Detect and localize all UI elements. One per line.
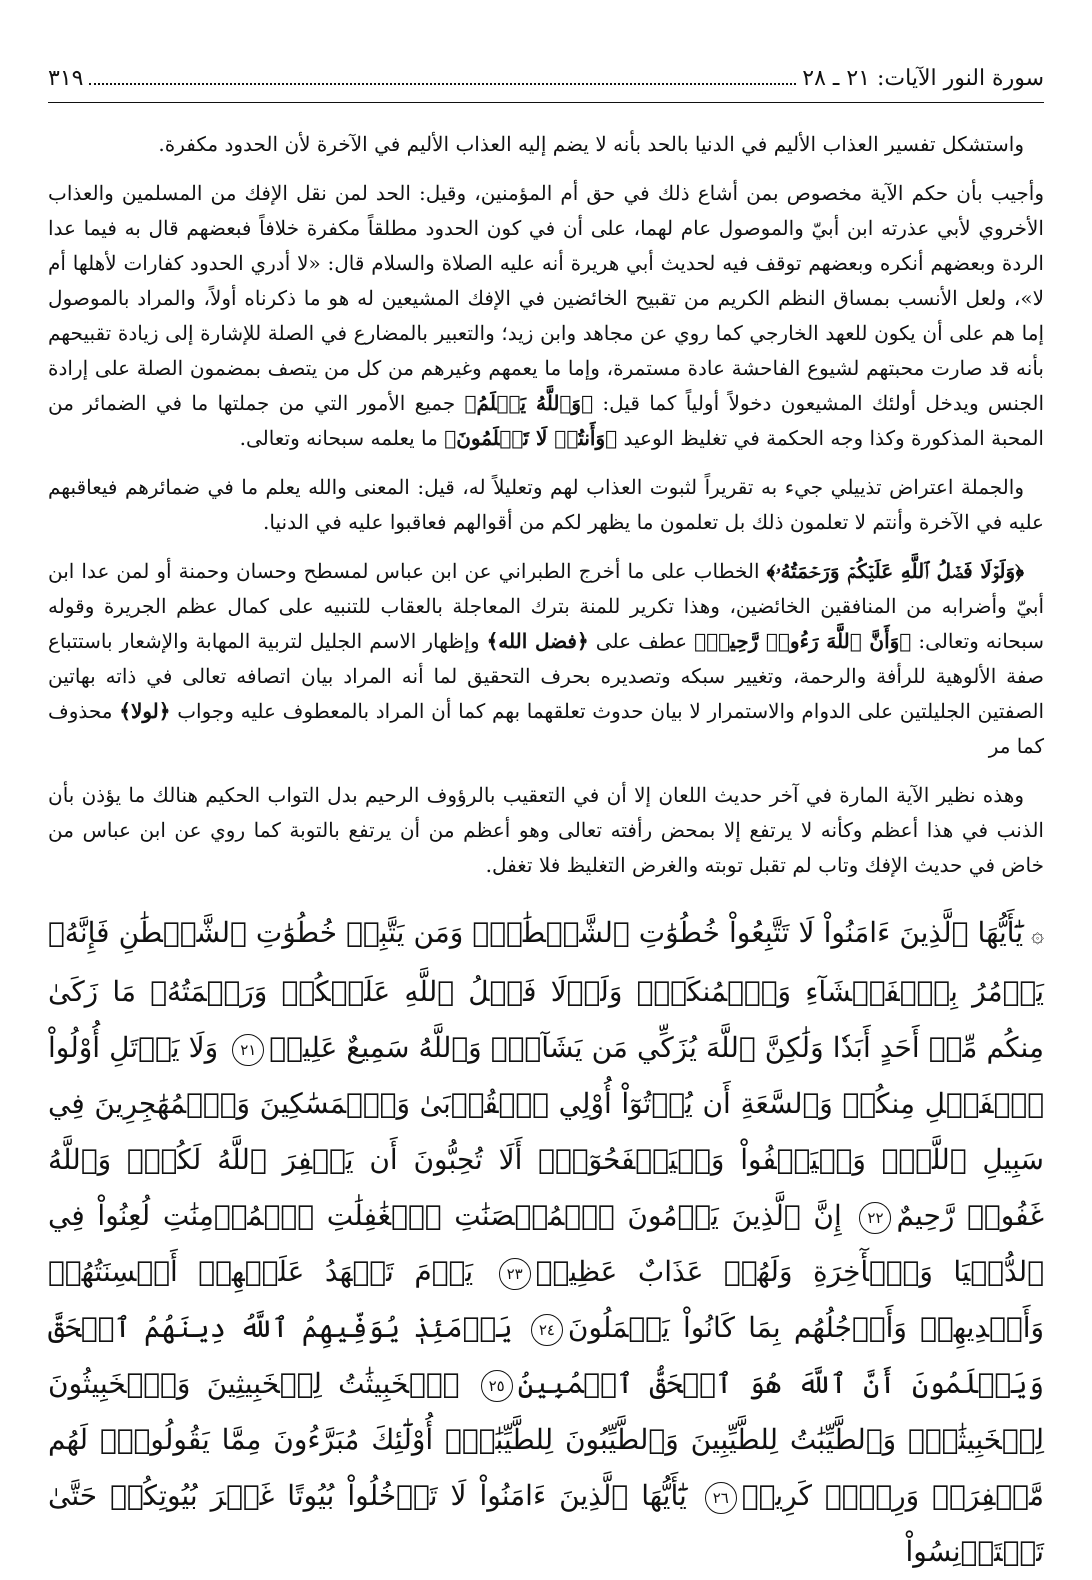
quran-quote: ﴿وَأَنَّ ٱللَّهَ رَءُوفٞ رَّحِيمٞ﴾: [694, 629, 912, 653]
commentary-body: [48, 127, 1044, 883]
verse-23: إِنَّ ٱلَّذِينَ يَرۡمُونَ ٱلۡمُحۡصَنَٰتِ ٱلۡغَٰفِلَٰتِ ٱلۡمُؤۡمِنَٰتِ لُعِنُواْ فِي ٱلدُّنۡيَا وَٱلۡأٓخِرَةِ وَلَهُمۡ عَذَابٌ عَظِيمٞ: [48, 1199, 1044, 1288]
verse-26: ٱلۡخَبِيثَٰتُ لِلۡخَبِيثِينَ وَٱلۡخَبِيثُونَ لِلۡخَبِيثَٰتِۖ وَٱلطَّيِّبَٰتُ لِلطَّيِّبِينَ وَٱلطَّيِّبُونَ لِلطَّيِّبَٰتِۚ أُوْلَٰٓئِكَ مُبَرَّءُونَ مِمَّا يَقُولُونَۖ لَهُم مَّغۡفِرَةٞ وَرِزۡقٞ كَرِيمٞ: [48, 1367, 1044, 1512]
page-number: ٣١٩: [48, 66, 84, 91]
commentary-text: محذوف كما مر: [48, 699, 1044, 758]
quran-quote: ﴿فضل الله﴾: [486, 629, 589, 653]
quran-quote: ﴿وَأَنتُمۡ لَا تَعۡلَمُونَ﴾: [444, 426, 618, 450]
quran-quote: ﴿وَلَوۡلَا فَضۡلُ ٱللَّهِ عَلَيۡكُمۡ وَرَحۡمَتُهُۥ﴾: [766, 559, 1024, 583]
quran-verses: [48, 905, 1044, 1580]
hizb-marker-icon: ۞: [1031, 923, 1045, 948]
header-leader-dots: [89, 82, 796, 85]
verse-number-25: ٢٥: [481, 1370, 513, 1402]
verse-27: يَٰٓأَيُّهَا ٱلَّذِينَ ءَامَنُواْ لَا تَدۡخُلُواْ بُيُوتًا غَيۡرَ بُيُوتِكُمۡ حَتَّىٰ تَسۡتَأۡنِسُواْ: [48, 1479, 1044, 1568]
commentary-paragraph-3: والجملة اعتراض تذييلي جيء به تقريراً لثبوت العذاب لهم وتعليلاً له، قيل: المعنى والله يعلم ما في ضمائرهم فيعاقبهم عليه في الآخرة وأنتم لا تعلمون ذلك بل تعلمون ما يظهر لكم من أقوالهم فعاقبوا عليه في الدنيا.: [48, 475, 1044, 534]
verse-number-23: ٢٣: [499, 1258, 531, 1290]
verse-24: يَوۡمَ تَشۡهَدُ عَلَيۡهِمۡ أَلۡسِنَتُهُمۡ وَأَيۡدِيهِمۡ وَأَرۡجُلُهُم بِمَا كَانُواْ يَعۡمَلُونَ: [48, 1255, 1045, 1344]
verse-number-22: ٢٢: [859, 1202, 891, 1234]
commentary-text: عطف على: [595, 629, 688, 653]
commentary-paragraph-4: [48, 554, 1044, 764]
commentary-text: وإظهار الاسم الجليل لتربية المهابة والإشعار باستتباع صفة الألوهية للرأفة والرحمة، وتغيير سبكه وتصديره بحرف التحقيق لما أنه المراد بيان اتصافه تعالى في ذاته بهاتين الصفتين الجليلتين على الدوام والاستمرار لا بيان حدوث تعلقهما بهم كما أن المراد بالمعطوف عليه وجواب: [48, 629, 1045, 723]
verse-22: وَلَا يَأۡتَلِ أُوْلُواْ ٱلۡفَضۡلِ مِنكُمۡ وَٱلسَّعَةِ أَن يُؤۡتُوٓاْ أُوْلِي ٱلۡقُرۡبَىٰ وَٱلۡمَسَٰكِينَ وَٱلۡمُهَٰجِرِينَ فِي سَبِيلِ ٱللَّهِۖ وَلۡيَعۡفُواْ وَلۡيَصۡفَحُوٓاْۗ أَلَا تُحِبُّونَ أَن يَغۡفِرَ ٱللَّهُ لَكُمۡۚ وَٱللَّهُ غَفُورٞ رَّحِيمٌ: [48, 1031, 1044, 1232]
running-header: [48, 62, 1044, 103]
commentary-paragraph-1: واستشكل تفسير العذاب الأليم في الدنيا بالحد بأنه لا يضم إليه العذاب الأليم في الآخرة لأن الحدود مكفرة.: [158, 132, 1024, 156]
commentary-paragraph-2: [48, 176, 1044, 456]
commentary-paragraph-5: وهذه نظير الآية المارة في آخر حديث اللعان إلا أن في التعقيب بالرؤوف الرحيم بدل التواب الحكيم هنالك ما يؤذن بأن الذنب في هذا أعظم وكأنه لا يرتفع إلا بمحض رأفته تعالى وهو أعظم من أن يرتفع بالتوبة كما روي عن ابن عباس من خاض في حديث الإفك وتاب لم تقبل توبته والغرض التغليظ فلا تغفل.: [48, 783, 1044, 877]
verse-number-21: ٢١: [232, 1034, 264, 1066]
verse-25: يَوۡمَئِذٖ يُوَفِّيهِمُ ٱللَّهُ دِينَهُمُ ٱلۡحَقَّ وَيَعۡلَمُونَ أَنَّ ٱللَّهَ هُوَ ٱلۡحَقُّ ٱلۡمُبِينُ: [48, 1311, 1044, 1400]
commentary-text: وأجيب بأن حكم الآية مخصوص بمن أشاع ذلك في حق أم المؤمنين، وقيل: الحد لمن نقل الإفك من المسلمين والعذاب الأخروي لأبي عذرته ابن أبيّ والموصول عام لهما، على أن في كون الحدود مطلقاً مكفرة خلافاً فبعضهم قال به فيما عدا الردة وبعضهم أنكره وبعضهم توقف فيه لحديث أبي هريرة أنه عليه الصلاة والسلام قال: «لا أدري الحدود كفارات لأهلها أم لا»، ولعل الأنسب بمساق النظم الكريم من تقبيح الخائضين في الإفك المشيعين له هو ما ذكرناه أولاً، والمراد بالموصول إما هم على أن يكون للعهد الخارجي كما روي عن مجاهد وابن زيد؛ والتعبير بالمضارع في الصلة للإشارة إلى زيادة تقبيحهم بأنه قد صارت محبتهم لشيوع الفاحشة عادة مستمرة، وإما ما يعمهم وغيرهم من كل من يتصف بمضمون الصلة على إرادة الجنس ويدخل أولئك المشيعون دخولاً أولياً كما قيل:: [48, 181, 1045, 415]
commentary-text: ما يعلمه سبحانه وتعالى.: [239, 426, 438, 450]
header-title: سورة النور الآيات: ٢١ ـ ٢٨: [802, 66, 1044, 91]
quran-quote: ﴿وَٱللَّهُ يَعۡلَمُ﴾: [464, 391, 594, 415]
commentary-text: الخطاب على ما أخرج الطبراني عن ابن عباس لمسطح وحسان وحمنة أو لمن عدا ابن أبيّ وأضرابه من المنافقين الخائضين، وهذا تكرير للمنة بترك المعاجلة بالعقاب للتنبيه على كمال عظم الجريرة وقوله سبحانه وتعالى:: [48, 559, 1044, 653]
verse-number-26: ٢٦: [705, 1482, 737, 1514]
quran-quote: ﴿لولا﴾: [119, 699, 171, 723]
verse-number-24: ٢٤: [531, 1314, 563, 1346]
commentary-text: جميع الأمور التي من جملتها ما في الضمائر من المحبة المذكورة وكذا وجه الحكمة في تغليظ الوعيد: [48, 391, 1044, 450]
verse-21: يَٰٓأَيُّهَا ٱلَّذِينَ ءَامَنُواْ لَا تَتَّبِعُواْ خُطُوَٰتِ ٱلشَّيۡطَٰنِۚ وَمَن يَتَّبِعۡ خُطُوَٰتِ ٱلشَّيۡطَٰنِ فَإِنَّهُۥ يَأۡمُرُ بِٱلۡفَحۡشَآءِ وَٱلۡمُنكَرِۚ وَلَوۡلَا فَضۡلُ ٱللَّهِ عَلَيۡكُمۡ وَرَحۡمَتُهُۥ مَا زَكَىٰ مِنكُم مِّنۡ أَحَدٍ أَبَدٗا وَلَٰكِنَّ ٱللَّهَ يُزَكِّي مَن يَشَآءُۗ وَٱللَّهُ سَمِيعٌ عَلِيمٞ: [48, 916, 1045, 1064]
